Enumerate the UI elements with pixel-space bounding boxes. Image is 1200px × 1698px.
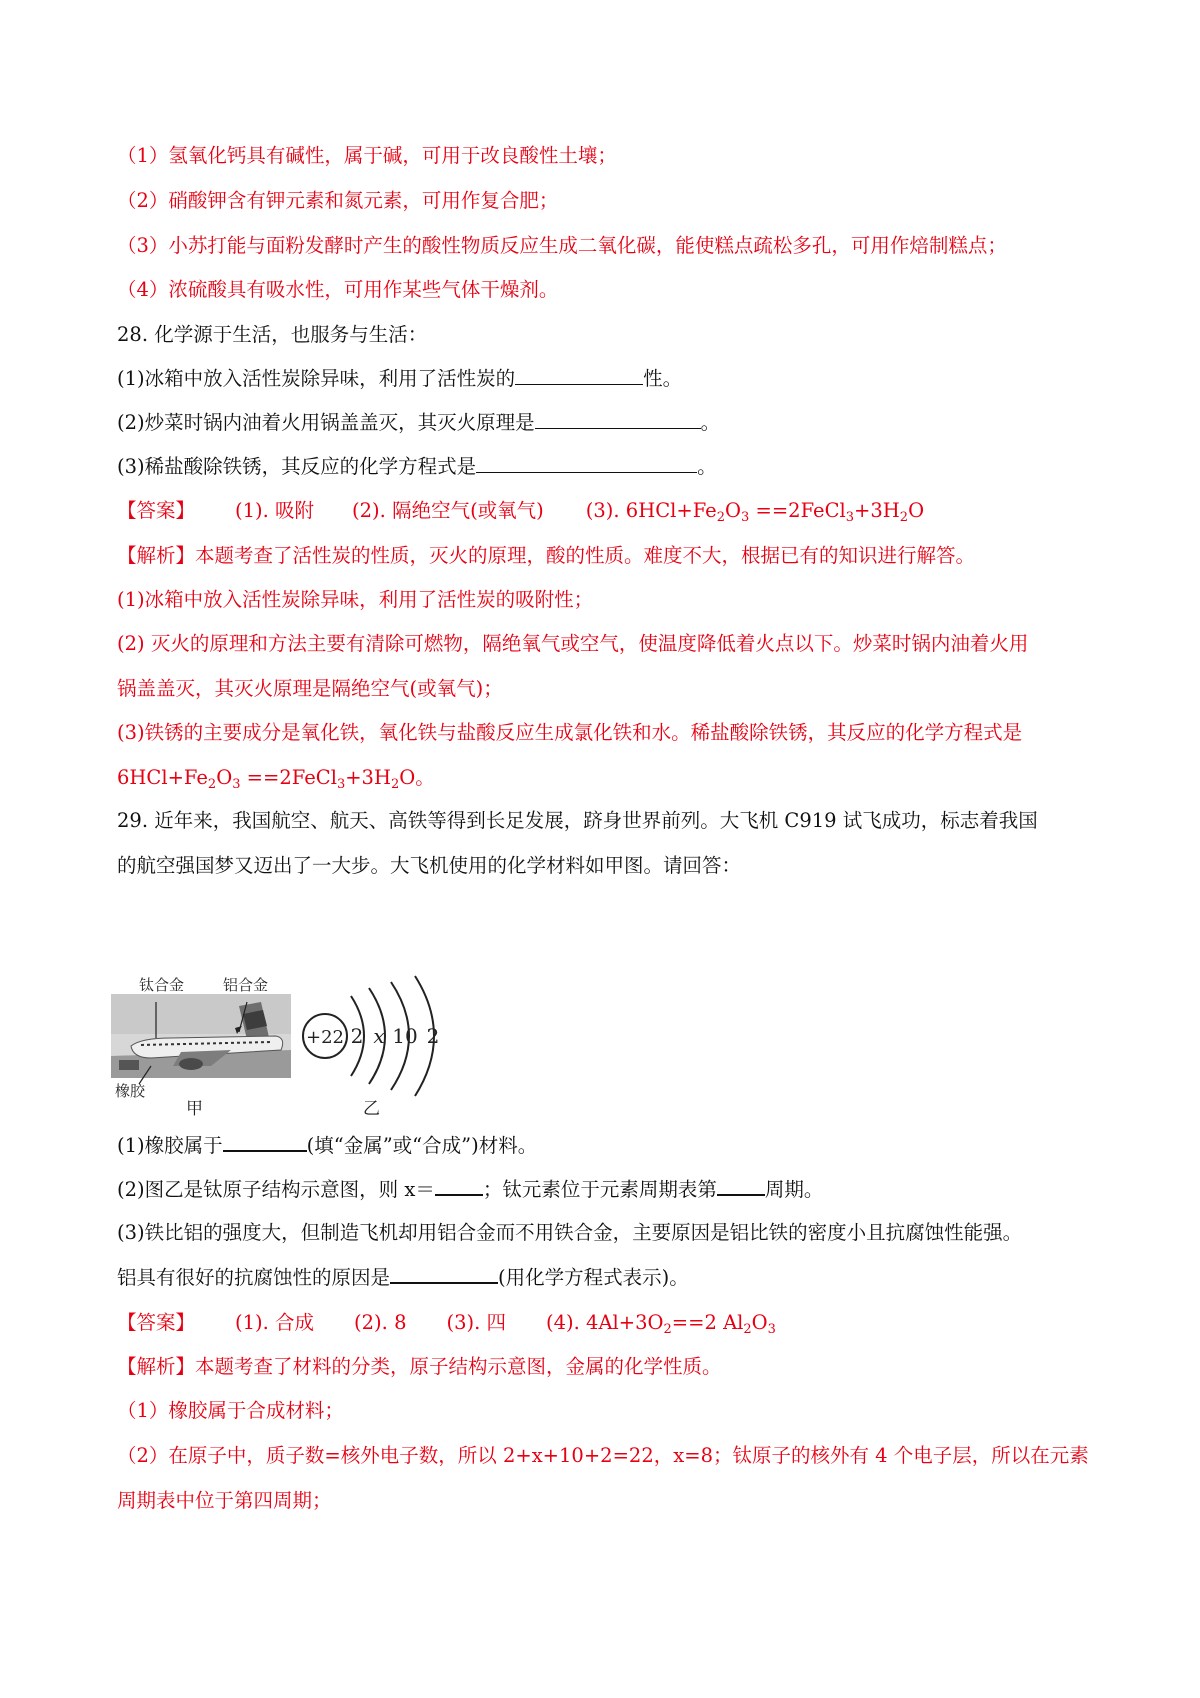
q28-part3: [117, 452, 717, 482]
prev-solution-line-3: （3）小苏打能与面粉发酵时产生的酸性物质反应生成二氧化碳，能使糕点疏松多孔，可用作焙制糕点；: [117, 234, 1007, 257]
caption-jia: 甲: [186, 1099, 203, 1119]
label-rubber: 橡胶: [115, 1082, 146, 1100]
q28-solution-2a: (2) 灭火的原理和方法主要有清除可燃物，隔绝氧气或空气，使温度降低着火点以下。炒菜时锅内油着火用: [117, 632, 1029, 655]
nucleus-charge: +22: [306, 1027, 344, 1048]
prev-solution-line-2: （2）硝酸钾含有钾元素和氮元素，可用作复合肥；: [117, 189, 559, 212]
q29-answer-2: (2). 8: [354, 1311, 407, 1334]
shell-2-electrons: x: [373, 1024, 385, 1048]
q29-stem-b: 的航空强国梦又迈出了一大步。大飞机使用的化学材料如甲图。请回答：: [117, 854, 742, 877]
q29-part1-suffix: (填“金属”或“合成”)材料。: [306, 1134, 538, 1157]
label-titanium-alloy: 钛合金: [139, 976, 185, 994]
q29-part3b-text: 铝具有很好的抗腐蚀性的原因是: [117, 1266, 391, 1289]
q29-part2-blank-period[interactable]: [717, 1174, 765, 1196]
q29-answer-tag: 【答案】: [117, 1311, 196, 1334]
q28-part2-suffix: 。: [700, 411, 721, 434]
q29-answer-1: (1). 合成: [235, 1311, 315, 1334]
q29-part2: [117, 1174, 823, 1204]
q29-answer: [117, 1308, 776, 1338]
q28-solution-3b: $6HCl+Fe_2O_3$ $==2FeCl_3+3H_2O$。: [117, 766, 435, 792]
q28-part1-blank[interactable]: [515, 364, 643, 385]
shell-4-electrons: 2: [426, 1024, 440, 1048]
q28-stem: 28. 化学源于生活，也服务与生活：: [117, 323, 428, 346]
q29-part2-suffix: 周期。: [764, 1178, 824, 1201]
q28-part3-text: (3)稀盐酸除铁锈，其反应的化学方程式是: [117, 455, 477, 478]
label-aluminum-alloy: 铝合金: [223, 976, 269, 994]
caption-yi: 乙: [363, 1099, 380, 1119]
q29-part2-text: (2)图乙是钛原子结构示意图，则 x＝: [117, 1178, 435, 1201]
q29-analysis-tag: 【解析】: [117, 1355, 196, 1378]
q28-answer-2: (2). 隔绝空气(或氧气): [352, 499, 544, 522]
atom-structure-diagram: [303, 976, 439, 1096]
q29-part3-blank[interactable]: [390, 1262, 498, 1284]
q29-part1: [117, 1130, 537, 1160]
q28-part3-suffix: 。: [697, 455, 717, 478]
airplane-photo: [111, 994, 291, 1084]
q28-solution-3a: (3)铁锈的主要成分是氧化铁，氧化铁与盐酸反应生成氯化铁和水。稀盐酸除铁锈，其反应的化学方程式是: [117, 721, 1023, 744]
q28-answer-tag: 【答案】: [117, 499, 196, 522]
q28-part1-text: (1)冰箱中放入活性炭除异味，利用了活性炭的: [117, 367, 516, 390]
q28-analysis-tag: 【解析】: [117, 544, 196, 567]
q29-solution-2b: 周期表中位于第四周期；: [117, 1489, 332, 1512]
q29-part1-text: (1)橡胶属于: [117, 1134, 223, 1157]
q29-part1-blank[interactable]: [223, 1130, 307, 1152]
q29-solution-1: （1）橡胶属于合成材料；: [117, 1399, 344, 1422]
q28-answer-1: (1). 吸附: [235, 499, 315, 522]
q29-part2-mid: ；钛元素位于元素周期表第: [482, 1178, 717, 1201]
q28-solution-2b: 锅盖盖灭，其灭火原理是隔绝空气(或氧气)；: [117, 677, 503, 700]
q28-answer: [117, 496, 924, 526]
q29-answer-3: (3). 四: [446, 1311, 507, 1334]
q29-answer-4: (4). $4Al+3O_2==2$ $Al_2O_3$: [546, 1311, 776, 1337]
q29-analysis: [117, 1352, 722, 1382]
q28-part1: [117, 364, 682, 394]
q28-answer-3: (3). $6HCl+Fe_2O_3$ $==2FeCl_3+3H_2O$: [585, 499, 925, 525]
q29-part2-blank-x[interactable]: [435, 1174, 483, 1196]
prev-solution-line-4: （4）浓硫酸具有吸水性，可用作某些气体干燥剂。: [117, 278, 559, 301]
q28-analysis: [117, 541, 975, 571]
q29-solution-2a: （2）在原子中，质子数=核外电子数，所以 2+x+10+2=22，x=8；钛原子的核外有 4 个电子层，所以在元素: [117, 1444, 1089, 1467]
q28-part3-blank[interactable]: [476, 452, 697, 473]
shell-3-electrons: 10: [392, 1024, 418, 1048]
q28-part2: [117, 408, 720, 438]
q29-stem-a: 29. 近年来，我国航空、航天、高铁等得到长足发展，跻身世界前列。大飞机 C919 试飞成功，标志着我国: [117, 809, 1038, 832]
q28-part1-suffix: 性。: [643, 367, 683, 390]
q29-part3b: [117, 1262, 689, 1292]
q28-part2-blank[interactable]: [535, 408, 701, 429]
q29-analysis-text: 本题考查了材料的分类，原子结构示意图，金属的化学性质。: [195, 1355, 722, 1378]
prev-solution-line-1: （1）氢氧化钙具有碱性，属于碱，可用于改良酸性土壤；: [117, 144, 617, 167]
q28-analysis-text: 本题考查了活性炭的性质，灭火的原理，酸的性质。难度不大，根据已有的知识进行解答。: [195, 544, 976, 567]
q28-solution-1: (1)冰箱中放入活性炭除异味，利用了活性炭的吸附性；: [117, 588, 594, 611]
shell-1-electrons: 2: [350, 1024, 364, 1048]
q29-part3b-suffix: (用化学方程式表示)。: [498, 1266, 689, 1289]
q29-figure: [111, 966, 451, 1120]
q28-part2-text: (2)炒菜时锅内油着火用锅盖盖灭，其灭火原理是: [117, 411, 535, 434]
q29-part3a: (3)铁比铝的强度大，但制造飞机却用铝合金而不用铁合金，主要原因是铝比铁的密度小且抗腐蚀性能强。: [117, 1221, 1023, 1244]
